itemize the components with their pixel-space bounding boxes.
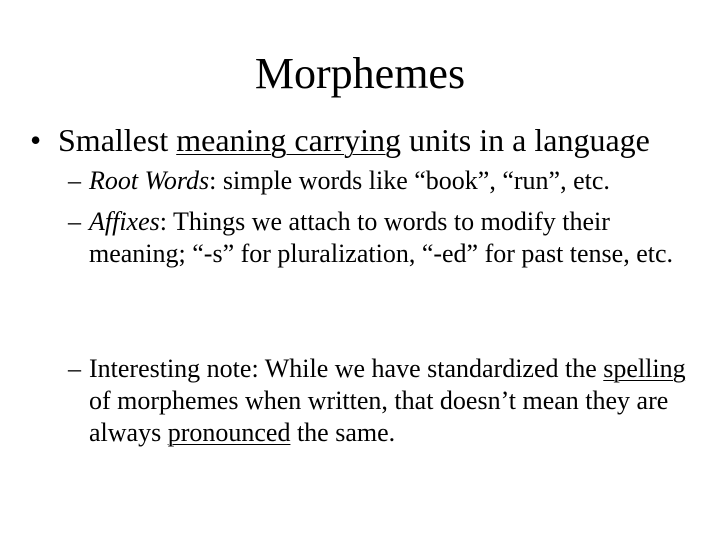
subpoint-affixes [68, 206, 688, 270]
bullet-text-post: units in a language [401, 122, 650, 158]
note-underlined-pronounced: pronounced [167, 418, 291, 447]
subpoint-text-root-words: : simple words like “book”, “run”, etc. [209, 166, 610, 195]
subpoint-term-root-words: Root Words [89, 166, 210, 195]
subpoint-root-words [68, 165, 688, 197]
bullet-underlined-phrase: meaning carrying [176, 122, 402, 158]
subpoint-text-affixes: : Things we attach to words to modify their meaning; “-s” for pluralization, “-ed” for past tense, etc. [89, 207, 674, 268]
bullet-text-pre: Smallest [58, 122, 177, 158]
slide-title: Morphemes [254, 49, 466, 98]
note-underlined-spelling: spelling [603, 354, 686, 383]
note-text-part2: of morphemes when written, that doesn’t mean they are always [89, 386, 669, 447]
subpoint-marker: – [68, 207, 81, 236]
subpoint-marker: – [68, 354, 81, 383]
subpoint-term-affixes: Affixes [89, 207, 160, 236]
bullet-smallest-units [30, 120, 710, 160]
subpoint-interesting-note [68, 353, 688, 449]
subpoint-marker: – [68, 166, 81, 195]
bullet-marker: • [30, 122, 42, 158]
note-text-part3: the same. [290, 418, 396, 447]
note-text-part1: Interesting note: While we have standardized the [89, 354, 604, 383]
